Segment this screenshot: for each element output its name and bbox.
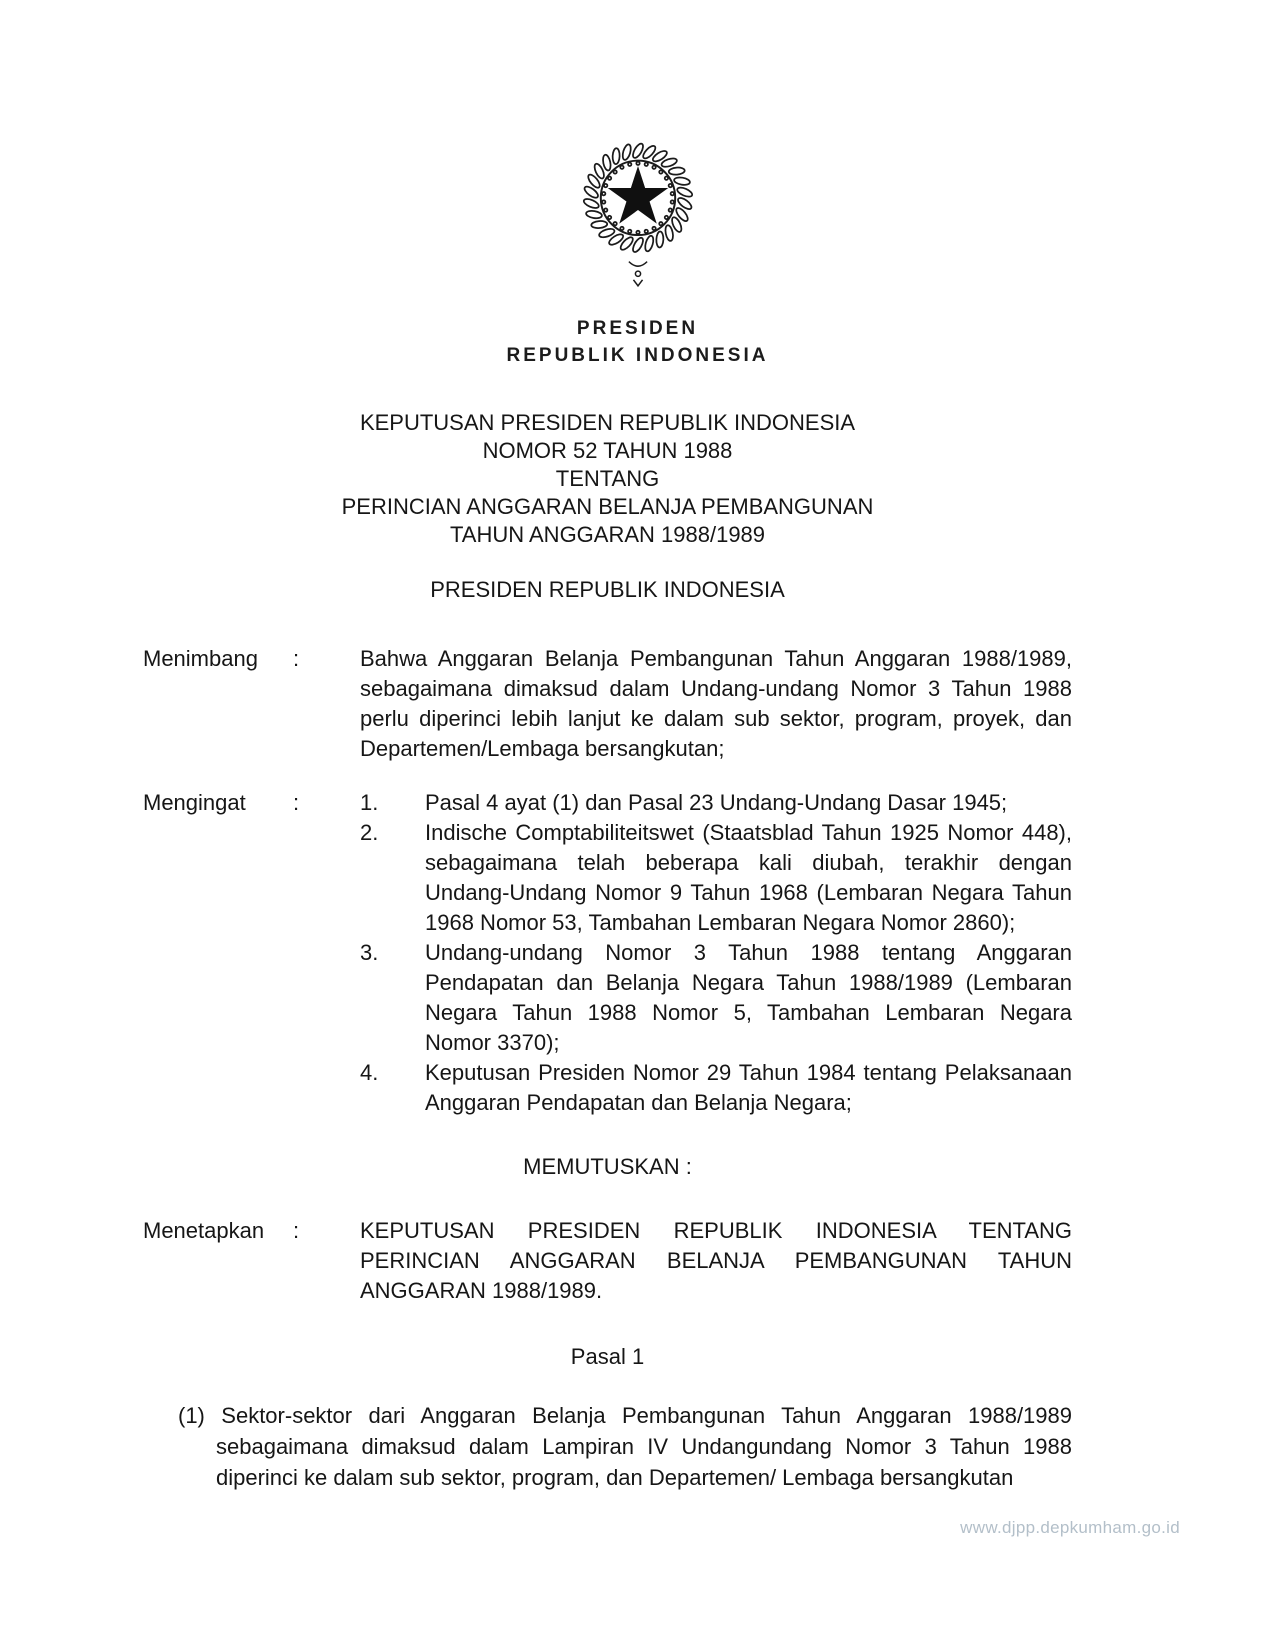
pasal-1-paragraph: (1) Sektor-sektor dari Anggaran Belanja Pembangunan Tahun Anggaran 1988/1989 sebagaimana dimaksud dalam Lampiran IV Undangundang Nomor 3 Tahun 1988 diperinci ke dalam sub sektor, program, dan Departemen/ Lembaga bersangkutan xyxy=(178,1403,1072,1490)
issuer-heading: PRESIDEN REPUBLIK INDONESIA xyxy=(430,577,785,602)
seal-caption-line2: REPUBLIK INDONESIA xyxy=(506,345,769,366)
title-line-2: NOMOR 52 TAHUN 1988 xyxy=(482,438,733,463)
title-line-4: PERINCIAN ANGGARAN BELANJA PEMBANGUNAN xyxy=(341,494,874,519)
pasal-1-heading: Pasal 1 xyxy=(570,1344,645,1369)
menetapkan-section xyxy=(143,1216,1072,1306)
item-number: 3. xyxy=(360,940,379,965)
item-number: 4. xyxy=(360,1060,379,1085)
mengingat-colon: : xyxy=(293,790,300,815)
mengingat-item-1 xyxy=(360,788,1072,818)
menimbang-colon: : xyxy=(293,646,300,671)
document-content xyxy=(143,409,1072,1493)
mengingat-item-4 xyxy=(360,1058,1072,1118)
seal-caption xyxy=(0,315,1275,369)
item-text: Pasal 4 ayat (1) dan Pasal 23 Undang-Undang Dasar 1945; xyxy=(425,790,1008,815)
title-line-1: KEPUTUSAN PRESIDEN REPUBLIK INDONESIA xyxy=(359,410,856,435)
menetapkan-body: KEPUTUSAN PRESIDEN REPUBLIK INDONESIA TENTANG PERINCIAN ANGGARAN BELANJA PEMBANGUNAN TAHUN ANGGARAN 1988/1989. xyxy=(360,1218,1072,1303)
menimbang-body: Bahwa Anggaran Belanja Pembangunan Tahun Anggaran 1988/1989, sebagaimana dimaksud dalam Undang-undang Nomor 3 Tahun 1988 perlu diperinci lebih lanjut ke dalam sub sektor, program, proyek, dan Departemen/Lembaga bersangkutan; xyxy=(360,646,1072,761)
menetapkan-colon: : xyxy=(293,1218,300,1243)
item-text: Undang-undang Nomor 3 Tahun 1988 tentang Anggaran Pendapatan dan Belanja Negara Tahun 1988/1989 (Lembaran Negara Tahun 1988 Nomor 5, Tambahan Lembaran Negara Nomor 3370); xyxy=(425,940,1072,1055)
item-text: Keputusan Presiden Nomor 29 Tahun 1984 tentang Pelaksanaan Anggaran Pendapatan dan Belanja Negara; xyxy=(425,1060,1072,1115)
menimbang-section xyxy=(143,644,1072,764)
title-line-3: TENTANG xyxy=(555,466,660,491)
decree-title-block xyxy=(143,409,1072,549)
memutuskan-heading: MEMUTUSKAN : xyxy=(523,1154,692,1179)
watermark-url: www.djpp.depkumham.go.id xyxy=(960,1518,1180,1537)
mengingat-label: Mengingat xyxy=(143,790,246,815)
item-number: 1. xyxy=(360,790,379,815)
mengingat-item-3 xyxy=(360,938,1072,1058)
seal-caption-line1: PRESIDEN xyxy=(576,318,699,339)
item-number: 2. xyxy=(360,820,379,845)
mengingat-section xyxy=(143,788,1072,1118)
presidential-seal-icon xyxy=(562,128,714,295)
mengingat-list xyxy=(360,788,1072,1118)
menimbang-label: Menimbang xyxy=(143,646,258,671)
seal-area xyxy=(0,0,1275,369)
menetapkan-label: Menetapkan xyxy=(143,1218,265,1243)
mengingat-item-2 xyxy=(360,818,1072,938)
item-text: Indische Comptabiliteitswet (Staatsblad Tahun 1925 Nomor 448), sebagaimana telah beberapa kali diubah, terakhir dengan Undang-Undang Nomor 9 Tahun 1968 (Lembaran Negara Tahun 1968 Nomor 53, Tambahan Lembaran Negara Nomor 2860); xyxy=(425,820,1072,935)
title-line-5: TAHUN ANGGARAN 1988/1989 xyxy=(449,522,766,547)
